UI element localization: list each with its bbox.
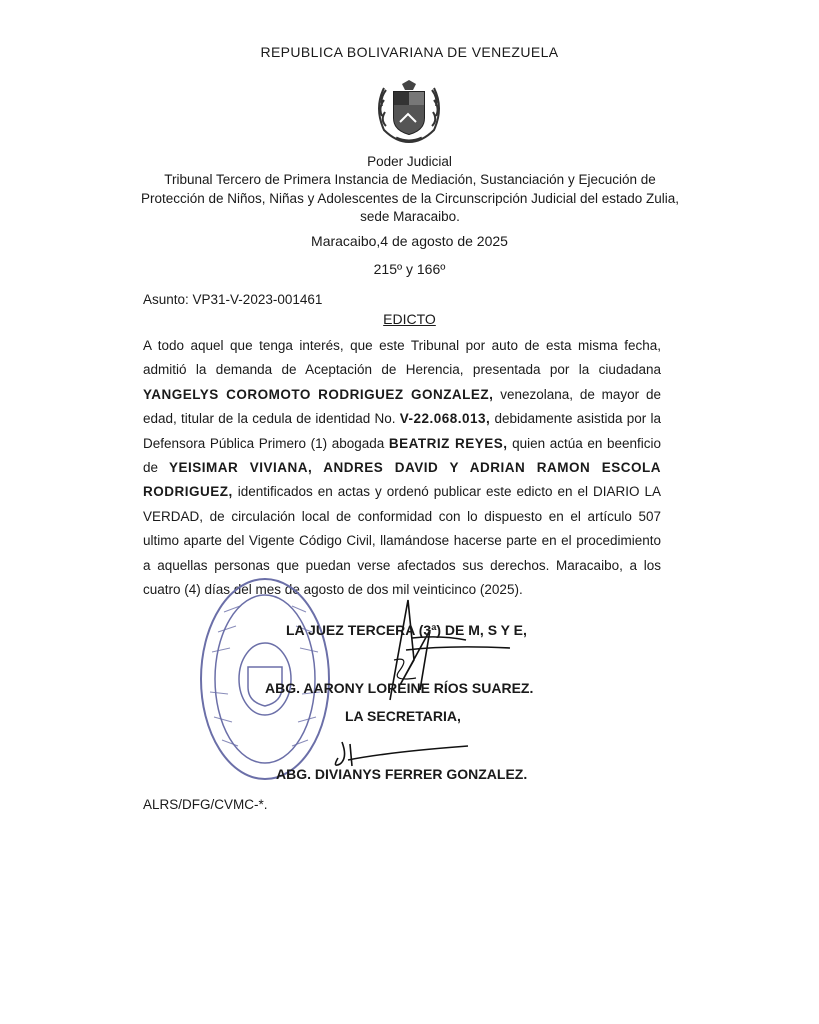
coat-of-arms-icon <box>372 78 446 146</box>
judge-name: ABG. AARONY LOREINE RÍOS SUAREZ. <box>265 680 534 696</box>
court-name: Tribunal Tercero de Primera Instancia de Mediación, Sustanciación y Ejecución de Protección de Niños, Niñas y Adolescentes de la Circunscripción Judicial del estado Zulia, sede Maracaibo. <box>140 172 680 224</box>
document-title: EDICTO <box>383 311 436 327</box>
defender-name: BEATRIZ REYES, <box>388 435 508 451</box>
petitioner-name: YANGELYS COROMOTO RODRIGUEZ GONZALEZ, <box>143 386 494 402</box>
court-seal-stamp <box>196 572 334 786</box>
body-text-2: venezolana, de mayor de edad, titular de la cedula de identidad No. <box>143 386 661 427</box>
document-date: Maracaibo,4 de agosto de 2025 <box>311 233 508 249</box>
reference-initials: ALRS/DFG/CVMC-*. <box>143 797 268 812</box>
body-text-5: identificados en actas y ordenó publicar este edicto en el DIARIO LA VERDAD, de circulación local de conformidad con lo dispuesto en el artículo 507 ultimo aparte del Vigente Código Civil, llamándose hacerse parte en el procedimiento a aquellas personas que puedan verse afectados sus derechos. Maracaibo, a los cuatro (4) días del mes de agosto de dos mil veinticinco (2025). <box>143 484 661 598</box>
body-text-4: quien actúa en beenficio de <box>143 435 661 476</box>
country-header: REPUBLICA BOLIVARIANA DE VENEZUELA <box>260 44 559 60</box>
edict-body <box>143 334 661 602</box>
judge-title: LA JUEZ TERCERA (3ª) DE M, S Y E, <box>286 622 527 638</box>
secretary-title: LA SECRETARIA, <box>345 708 461 724</box>
judicial-branch-label: Poder Judicial <box>367 154 452 169</box>
case-number: Asunto: VP31-V-2023-001461 <box>143 292 323 307</box>
body-text-3: debidamente asistida por la Defensora Pública Primero (1) abogada <box>143 411 661 451</box>
independence-years: 215º y 166º <box>373 261 446 277</box>
beneficiaries-names: YEISIMAR VIVIANA, ANDRES DAVID Y ADRIAN RAMON ESCOLA RODRIGUEZ, <box>143 460 661 500</box>
body-text-1: A todo aquel que tenga interés, que este Tribunal por auto de esta misma fecha, admitió la demanda de Aceptación de Herencia, presentada por la ciudadana <box>143 338 661 378</box>
secretary-name: ABG. DIVIANYS FERRER GONZALEZ. <box>276 766 528 782</box>
id-number: V-22.068.013, <box>399 411 491 427</box>
